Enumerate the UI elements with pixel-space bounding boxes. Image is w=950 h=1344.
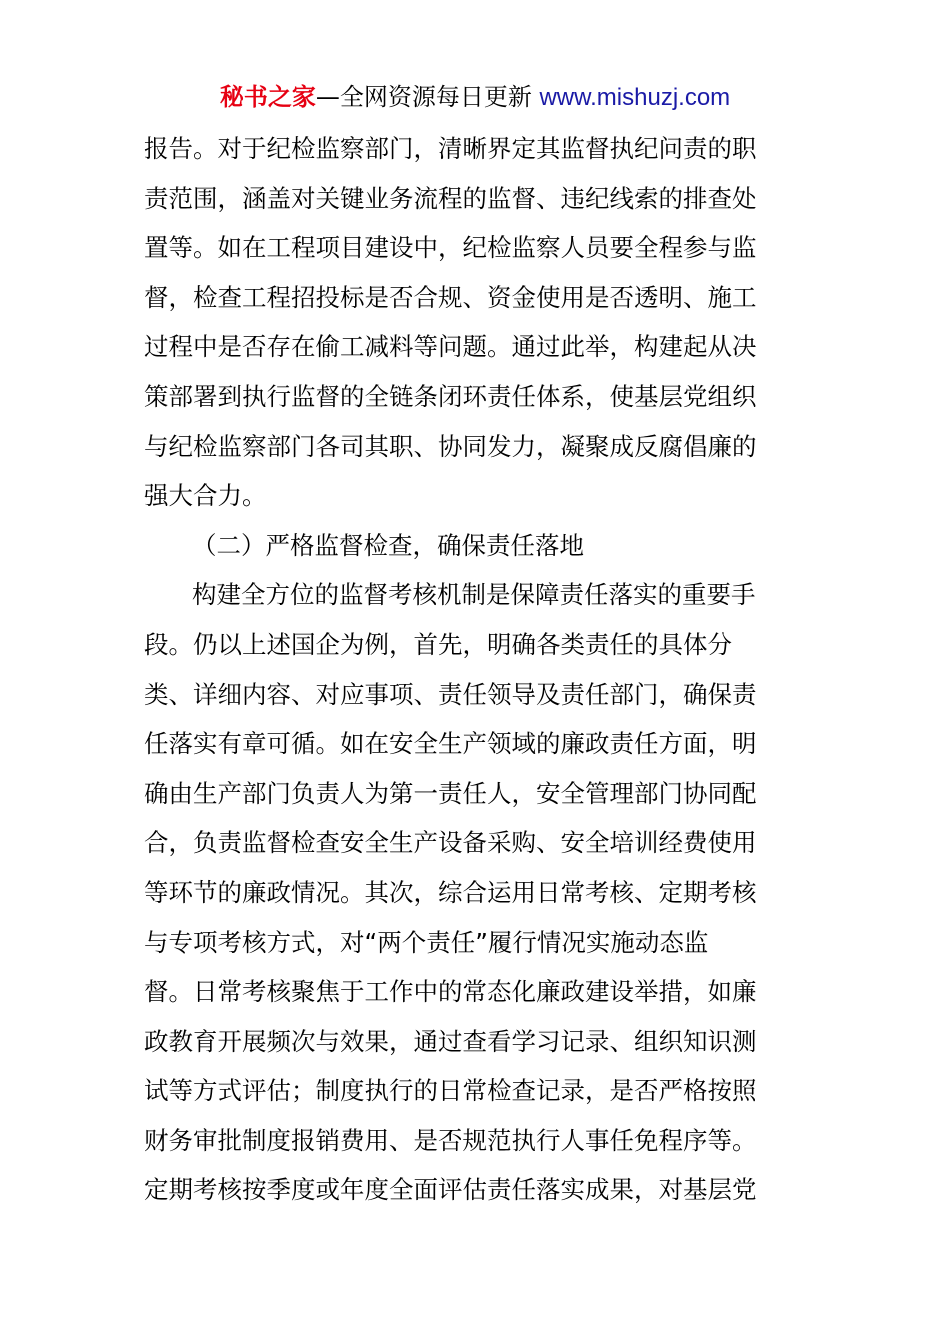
text-line: 财务审批制度报销费用、是否规范执行人事任免程序等。: [144, 1125, 757, 1155]
text-line: 督，检查工程招投标是否合规、资金使用是否透明、施工: [144, 282, 757, 312]
text-line: 定期考核按季度或年度全面评估责任落实成果，对基层党: [144, 1175, 757, 1205]
text-line: 策部署到执行监督的全链条闭环责任体系，使基层党组织: [144, 381, 757, 411]
header-site-link[interactable]: www.mishuzj.com: [539, 84, 731, 111]
page-header: [0, 80, 950, 115]
text-line: 督。日常考核聚焦于工作中的常态化廉政建设举措，如廉: [144, 977, 757, 1007]
document-body: [144, 124, 808, 1215]
text-line: 任落实有章可循。如在安全生产领域的廉政责任方面，明: [144, 729, 757, 759]
text-line: 与专项考核方式，对“两个责任”履行情况实施动态监: [144, 927, 709, 957]
text-line: 试等方式评估；制度执行的日常检查记录，是否严格按照: [144, 1076, 757, 1106]
paragraph-first-line: 构建全方位的监督考核机制是保障责任落实的重要手: [192, 580, 756, 610]
text-line: 强大合力。: [144, 481, 267, 511]
text-line: 报告。对于纪检监察部门，清晰界定其监督执纪问责的职: [144, 134, 757, 163]
text-line: 与纪检监察部门各司其职、协同发力，凝聚成反腐倡廉的: [144, 431, 757, 461]
text-line: 置等。如在工程项目建设中，纪检监察人员要全程参与监: [144, 233, 757, 263]
header-brand: 秘书之家: [219, 83, 316, 111]
text-line: 段。仍以上述国企为例，首先，明确各类责任的具体分: [144, 629, 732, 659]
text-line: 政教育开展频次与效果，通过查看学习记录、组织知识测: [144, 1026, 757, 1056]
text-line: 类、详细内容、对应事项、责任领导及责任部门，确保责: [144, 679, 757, 709]
text-line: 合，负责监督检查安全生产设备采购、安全培训经费使用: [144, 828, 757, 858]
section-heading: （二）严格监督检查，确保责任落地: [192, 530, 584, 560]
text-line: 责范围，涵盖对关键业务流程的监督、违纪线索的排查处: [144, 183, 757, 213]
header-tagline: —全网资源每日更新: [315, 83, 540, 111]
text-line: 等环节的廉政情况。其次，综合运用日常考核、定期考核: [144, 877, 757, 907]
text-line: 确由生产部门负责人为第一责任人，安全管理部门协同配: [144, 778, 757, 808]
text-line: 过程中是否存在偷工减料等问题。通过此举，构建起从决: [144, 332, 757, 362]
